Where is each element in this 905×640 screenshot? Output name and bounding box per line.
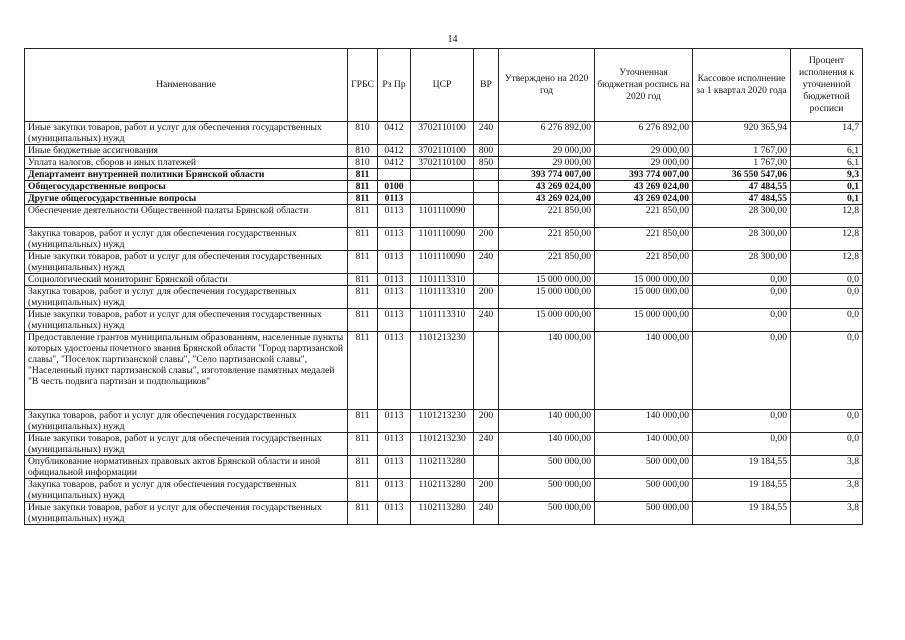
cell-name: Предоставление грантов муниципальным образованиям, населенные пункты которых удостоены почетного звания Брянской области "Город партизанской славы", "Поселок партизанской славы", "Село партизанской славы", "Населенный пункт партизанской славы", изготовление памятных медалей "В честь подвига партизан и подпольщиков" xyxy=(25,332,348,410)
cell-percent: 0,0 xyxy=(791,309,863,332)
cell-rzpr: 0113 xyxy=(378,332,411,410)
cell-approved: 29 000,00 xyxy=(499,145,595,157)
table-row xyxy=(25,456,863,479)
cell-percent: 0,1 xyxy=(791,193,863,205)
cell-name: Опубликование нормативных правовых актов Брянской области и иной официальной информации xyxy=(25,456,348,479)
cell-approved: 221 850,00 xyxy=(499,251,595,274)
cell-rzpr: 0113 xyxy=(378,228,411,251)
cell-approved: 221 850,00 xyxy=(499,228,595,251)
cell-approved: 393 774 007,00 xyxy=(499,169,595,181)
cell-name: Закупка товаров, работ и услуг для обеспечения государственных (муниципальных) нужд xyxy=(25,228,348,251)
cell-grbs: 811 xyxy=(348,205,378,228)
table-row xyxy=(25,228,863,251)
table-row xyxy=(25,251,863,274)
cell-percent: 12,8 xyxy=(791,228,863,251)
cell-name: Закупка товаров, работ и услуг для обеспечения государственных (муниципальных) нужд xyxy=(25,410,348,433)
cell-rzpr xyxy=(378,169,411,181)
cell-vr xyxy=(474,332,499,410)
cell-csr: 1102113280 xyxy=(411,479,474,502)
cell-refined: 43 269 024,00 xyxy=(595,181,693,193)
cell-grbs: 811 xyxy=(348,251,378,274)
cell-approved: 15 000 000,00 xyxy=(499,309,595,332)
table-row xyxy=(25,433,863,456)
cell-vr: 240 xyxy=(474,433,499,456)
header-vr: ВР xyxy=(474,49,499,122)
cell-refined: 29 000,00 xyxy=(595,145,693,157)
cell-approved: 500 000,00 xyxy=(499,502,595,525)
cell-grbs: 811 xyxy=(348,433,378,456)
cell-percent: 0,0 xyxy=(791,332,863,410)
cell-approved: 6 276 892,00 xyxy=(499,122,595,145)
cell-vr: 200 xyxy=(474,228,499,251)
header-percent: Процент исполнения к уточненной бюджетной росписи xyxy=(791,49,863,122)
cell-cash: 28 300,00 xyxy=(693,251,791,274)
table-row xyxy=(25,181,863,193)
cell-approved: 221 850,00 xyxy=(499,205,595,228)
cell-name: Закупка товаров, работ и услуг для обеспечения государственных (муниципальных) нужд xyxy=(25,286,348,309)
cell-rzpr: 0113 xyxy=(378,502,411,525)
header-refined: Уточненная бюджетная роспись на 2020 год xyxy=(595,49,693,122)
cell-percent: 9,3 xyxy=(791,169,863,181)
cell-rzpr: 0412 xyxy=(378,122,411,145)
cell-grbs: 811 xyxy=(348,479,378,502)
cell-name: Общегосударственные вопросы xyxy=(25,181,348,193)
cell-csr: 1101110090 xyxy=(411,205,474,228)
cell-approved: 43 269 024,00 xyxy=(499,193,595,205)
cell-cash: 920 365,94 xyxy=(693,122,791,145)
table-row xyxy=(25,410,863,433)
cell-csr xyxy=(411,169,474,181)
cell-cash: 0,00 xyxy=(693,309,791,332)
cell-csr: 1101110090 xyxy=(411,228,474,251)
table-row xyxy=(25,157,863,169)
cell-cash: 0,00 xyxy=(693,410,791,433)
cell-rzpr: 0113 xyxy=(378,286,411,309)
cell-grbs: 811 xyxy=(348,169,378,181)
cell-cash: 1 767,00 xyxy=(693,157,791,169)
cell-refined: 15 000 000,00 xyxy=(595,309,693,332)
header-approved: Утверждено на 2020 год xyxy=(499,49,595,122)
cell-refined: 500 000,00 xyxy=(595,479,693,502)
cell-cash: 19 184,55 xyxy=(693,456,791,479)
cell-cash: 19 184,55 xyxy=(693,502,791,525)
cell-cash: 0,00 xyxy=(693,286,791,309)
cell-cash: 36 550 547,06 xyxy=(693,169,791,181)
cell-name: Социологический мониторинг Брянской области xyxy=(25,274,348,286)
table-row xyxy=(25,169,863,181)
cell-csr: 1101110090 xyxy=(411,251,474,274)
cell-grbs: 811 xyxy=(348,193,378,205)
cell-name: Закупка товаров, работ и услуг для обеспечения государственных (муниципальных) нужд xyxy=(25,479,348,502)
cell-name: Иные бюджетные ассигнования xyxy=(25,145,348,157)
cell-grbs: 811 xyxy=(348,502,378,525)
cell-rzpr: 0113 xyxy=(378,251,411,274)
cell-vr: 240 xyxy=(474,502,499,525)
cell-vr: 200 xyxy=(474,286,499,309)
cell-percent: 6,1 xyxy=(791,157,863,169)
cell-grbs: 810 xyxy=(348,157,378,169)
cell-refined: 393 774 007,00 xyxy=(595,169,693,181)
table-row xyxy=(25,193,863,205)
cell-name: Обеспечение деятельности Общественной палаты Брянской области xyxy=(25,205,348,228)
cell-vr xyxy=(474,169,499,181)
cell-csr: 3702110100 xyxy=(411,145,474,157)
cell-percent: 0,0 xyxy=(791,410,863,433)
page-number: 14 xyxy=(447,34,458,45)
cell-approved: 43 269 024,00 xyxy=(499,181,595,193)
cell-vr: 800 xyxy=(474,145,499,157)
header-grbs: ГРБС xyxy=(348,49,378,122)
cell-approved: 15 000 000,00 xyxy=(499,274,595,286)
cell-rzpr: 0113 xyxy=(378,193,411,205)
budget-table xyxy=(24,48,863,525)
cell-name: Другие общегосударственные вопросы xyxy=(25,193,348,205)
cell-percent: 3,8 xyxy=(791,502,863,525)
cell-rzpr: 0113 xyxy=(378,274,411,286)
cell-approved: 29 000,00 xyxy=(499,157,595,169)
cell-name: Иные закупки товаров, работ и услуг для обеспечения государственных (муниципальных) нужд xyxy=(25,433,348,456)
cell-name: Департамент внутренней политики Брянской области xyxy=(25,169,348,181)
cell-grbs: 811 xyxy=(348,410,378,433)
cell-approved: 140 000,00 xyxy=(499,410,595,433)
cell-grbs: 811 xyxy=(348,332,378,410)
cell-cash: 0,00 xyxy=(693,274,791,286)
header-cash: Кассовое исполнение за 1 квартал 2020 года xyxy=(693,49,791,122)
cell-name: Иные закупки товаров, работ и услуг для обеспечения государственных (муниципальных) нужд xyxy=(25,502,348,525)
cell-vr: 200 xyxy=(474,479,499,502)
cell-vr xyxy=(474,456,499,479)
cell-vr: 240 xyxy=(474,122,499,145)
cell-percent: 0,0 xyxy=(791,286,863,309)
cell-refined: 500 000,00 xyxy=(595,456,693,479)
cell-cash: 1 767,00 xyxy=(693,145,791,157)
table-header xyxy=(25,49,863,122)
cell-csr: 1101113310 xyxy=(411,286,474,309)
cell-vr: 240 xyxy=(474,251,499,274)
cell-grbs: 810 xyxy=(348,122,378,145)
cell-approved: 140 000,00 xyxy=(499,332,595,410)
cell-rzpr: 0113 xyxy=(378,456,411,479)
cell-approved: 500 000,00 xyxy=(499,456,595,479)
cell-vr xyxy=(474,205,499,228)
cell-refined: 500 000,00 xyxy=(595,502,693,525)
cell-csr: 1102113280 xyxy=(411,502,474,525)
cell-percent: 14,7 xyxy=(791,122,863,145)
cell-cash: 19 184,55 xyxy=(693,479,791,502)
cell-vr: 200 xyxy=(474,410,499,433)
cell-rzpr: 0100 xyxy=(378,181,411,193)
cell-refined: 221 850,00 xyxy=(595,205,693,228)
cell-percent: 12,8 xyxy=(791,205,863,228)
cell-grbs: 810 xyxy=(348,145,378,157)
cell-percent: 0,0 xyxy=(791,433,863,456)
cell-grbs: 811 xyxy=(348,456,378,479)
cell-vr xyxy=(474,193,499,205)
cell-cash: 0,00 xyxy=(693,332,791,410)
header-name: Наименование xyxy=(25,49,348,122)
cell-refined: 140 000,00 xyxy=(595,332,693,410)
cell-rzpr: 0412 xyxy=(378,157,411,169)
cell-refined: 221 850,00 xyxy=(595,251,693,274)
table-body xyxy=(25,122,863,525)
cell-name: Иные закупки товаров, работ и услуг для обеспечения государственных (муниципальных) нужд xyxy=(25,251,348,274)
cell-grbs: 811 xyxy=(348,309,378,332)
cell-rzpr: 0412 xyxy=(378,145,411,157)
header-rzpr: Рз Пр xyxy=(378,49,411,122)
cell-grbs: 811 xyxy=(348,286,378,309)
cell-percent: 6,1 xyxy=(791,145,863,157)
cell-cash: 47 484,55 xyxy=(693,193,791,205)
header-csr: ЦСР xyxy=(411,49,474,122)
cell-cash: 28 300,00 xyxy=(693,205,791,228)
cell-rzpr: 0113 xyxy=(378,479,411,502)
cell-csr: 1101113310 xyxy=(411,309,474,332)
cell-percent: 12,8 xyxy=(791,251,863,274)
cell-csr: 1101113310 xyxy=(411,274,474,286)
cell-rzpr: 0113 xyxy=(378,433,411,456)
cell-cash: 28 300,00 xyxy=(693,228,791,251)
cell-grbs: 811 xyxy=(348,228,378,251)
cell-rzpr: 0113 xyxy=(378,410,411,433)
cell-refined: 15 000 000,00 xyxy=(595,286,693,309)
cell-cash: 0,00 xyxy=(693,433,791,456)
table-row xyxy=(25,309,863,332)
cell-csr xyxy=(411,193,474,205)
cell-vr: 850 xyxy=(474,157,499,169)
table-row xyxy=(25,145,863,157)
cell-percent: 3,8 xyxy=(791,479,863,502)
cell-csr: 3702110100 xyxy=(411,157,474,169)
cell-csr: 1102113280 xyxy=(411,456,474,479)
cell-refined: 6 276 892,00 xyxy=(595,122,693,145)
cell-refined: 140 000,00 xyxy=(595,433,693,456)
cell-csr: 3702110100 xyxy=(411,122,474,145)
cell-grbs: 811 xyxy=(348,274,378,286)
cell-name: Уплата налогов, сборов и иных платежей xyxy=(25,157,348,169)
cell-percent: 0,0 xyxy=(791,274,863,286)
cell-refined: 221 850,00 xyxy=(595,228,693,251)
cell-csr xyxy=(411,181,474,193)
table-row xyxy=(25,122,863,145)
table-row xyxy=(25,205,863,228)
cell-refined: 43 269 024,00 xyxy=(595,193,693,205)
cell-refined: 15 000 000,00 xyxy=(595,274,693,286)
cell-vr: 240 xyxy=(474,309,499,332)
cell-csr: 1101213230 xyxy=(411,410,474,433)
table-row xyxy=(25,332,863,410)
table-row xyxy=(25,479,863,502)
table-row xyxy=(25,502,863,525)
cell-vr xyxy=(474,274,499,286)
cell-approved: 500 000,00 xyxy=(499,479,595,502)
table-row xyxy=(25,274,863,286)
cell-approved: 140 000,00 xyxy=(499,433,595,456)
cell-percent: 3,8 xyxy=(791,456,863,479)
cell-vr xyxy=(474,181,499,193)
cell-percent: 0,1 xyxy=(791,181,863,193)
cell-csr: 1101213230 xyxy=(411,433,474,456)
cell-rzpr: 0113 xyxy=(378,205,411,228)
cell-csr: 1101213230 xyxy=(411,332,474,410)
cell-cash: 47 484,55 xyxy=(693,181,791,193)
cell-grbs: 811 xyxy=(348,181,378,193)
cell-approved: 15 000 000,00 xyxy=(499,286,595,309)
cell-name: Иные закупки товаров, работ и услуг для обеспечения государственных (муниципальных) нужд xyxy=(25,309,348,332)
cell-rzpr: 0113 xyxy=(378,309,411,332)
cell-refined: 29 000,00 xyxy=(595,157,693,169)
cell-name: Иные закупки товаров, работ и услуг для обеспечения государственных (муниципальных) нужд xyxy=(25,122,348,145)
cell-refined: 140 000,00 xyxy=(595,410,693,433)
table-row xyxy=(25,286,863,309)
